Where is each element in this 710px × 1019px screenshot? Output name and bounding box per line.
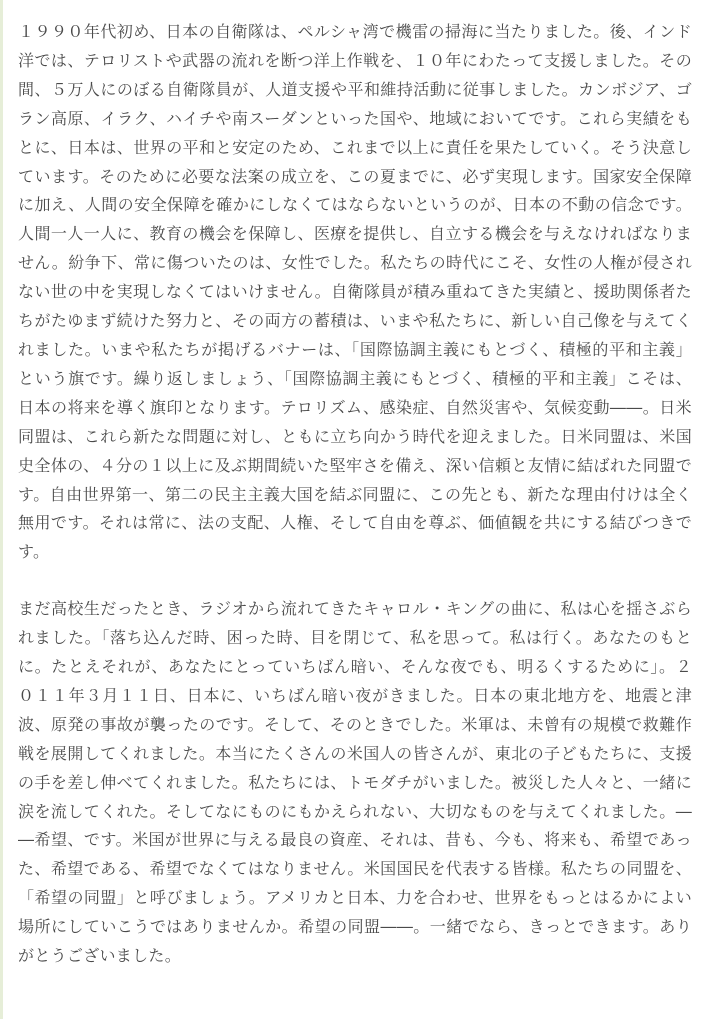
paragraph-1: １９９０年代初め、日本の自衛隊は、ペルシャ湾で機雷の掃海に当たりました。後、インド洋では、テロリストや武器の流れを断つ洋上作戦を、１０年にわたって支援しました。その間、５万人にのぼる自衛隊員が、人道支援や平和維持活動に従事しました。カンボジア、ゴラン高原、イラク、ハイチや南スーダンといった国や、地域においてです。これら実績をもとに、日本は、世界の平和と安定のため、これまで以上に責任を果たしていく。そう決意しています。そのために必要な法案の成立を、この夏までに、必ず実現します。国家安全保障に加え、人間の安全保障を確かにしなくてはならないというのが、日本の不動の信念です。人間一人一人に、教育の機会を保障し、医療を提供し、自立する機会を与えなければなりません。紛争下、常に傷ついたのは、女性でした。私たちの時代にこそ、女性の人権が侵されない世の中を実現しなくてはいけません。自衛隊員が積み重ねてきた実績と、援助関係者たちがたゆまず続けた努力と、その両方の蓄積は、いまや私たちに、新しい自己像を与えてくれました。いまや私たちが掲げるバナーは、「国際協調主義にもとづく、積極的平和主義」という旗です。繰り返しましょう、「国際協調主義にもとづく、積極的平和主義」こそは、日本の将来を導く旗印となります。テロリズム、感染症、自然災害や、気候変動――。日米同盟は、これら新たな問題に対し、ともに立ち向かう時代を迎えました。日米同盟は、米国史全体の、４分の１以上に及ぶ期間続いた堅牢さを備え、深い信頼と友情に結ばれた同盟です。自由世界第一、第二の民主主義大国を結ぶ同盟に、この先とも、新たな理由付けは全く無用です。それは常に、法の支配、人権、そして自由を尊ぶ、価値観を共にする結びつきです。 — [18, 22, 692, 562]
speech-article — [18, 18, 692, 971]
left-border-rule — [0, 0, 3, 1019]
paragraph-2: まだ高校生だったとき、ラジオから流れてきたキャロル・キングの曲に、私は心を揺さぶられました。「落ち込んだ時、困った時、目を閉じて、私を思って。私は行く。あなたのもとに。たとえそれが、あなたにとっていちばん暗い、そんな夜でも、明るくするために」。２０１１年３月１１日、日本に、いちばん暗い夜がきました。日本の東北地方を、地震と津波、原発の事故が襲ったのです。そして、そのときでした。米軍は、未曾有の規模で救難作戦を展開してくれました。本当にたくさんの米国人の皆さんが、東北の子どもたちに、支援の手を差し伸べてくれました。私たちには、トモダチがいました。被災した人々と、一緒に涙を流してくれた。そしてなにものにもかえられない、大切なものを与えてくれました。――希望、です。米国が世界に与える最良の資産、それは、昔も、今も、将来も、希望であった、希望である、希望でなくてはなりません。米国国民を代表する皆様。私たちの同盟を、「希望の同盟」と呼びましょう。アメリカと日本、力を合わせ、世界をもっとはるかによい場所にしていこうではありませんか。希望の同盟――。一緒でなら、きっとできます。ありがとうございました。 — [18, 599, 692, 966]
